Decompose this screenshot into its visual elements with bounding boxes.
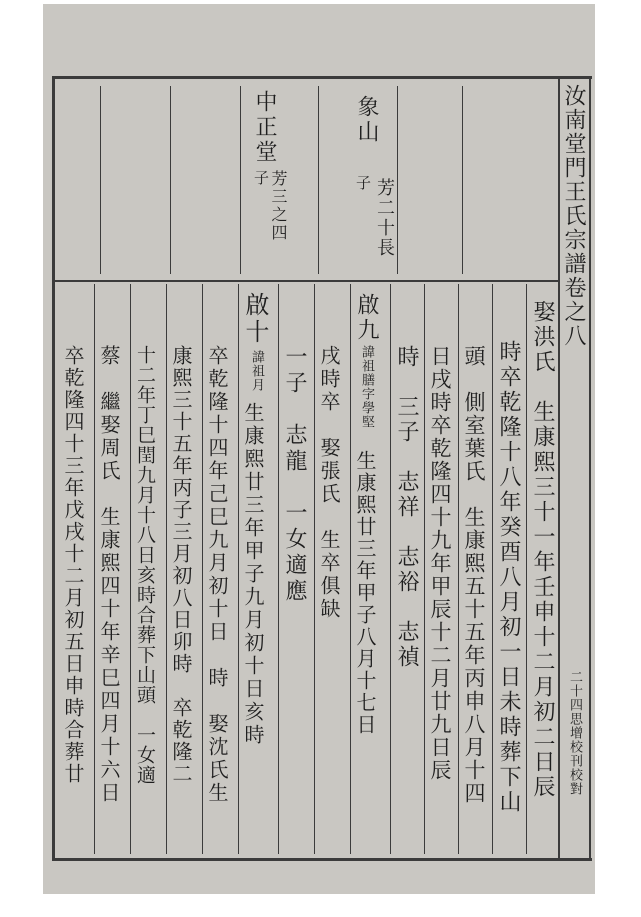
entry-col-1: 娶洪氏 生康熙三十一年壬申十二月初二日辰 — [530, 300, 555, 800]
entry-col-4: 日戌時卒乾隆四十九年甲辰十二月廿九日辰 — [428, 345, 452, 782]
entry-col-2: 時卒乾隆十八年癸酉八月初一日未時葬下山 — [496, 340, 521, 815]
bottom-divider-6 — [350, 284, 351, 854]
entry-col-13: 蔡 繼娶周氏 生康熙四十年辛巳四月十六日 — [97, 345, 121, 805]
bottom-divider-12 — [130, 284, 131, 854]
gen-seq-1: 芳三之四 — [269, 170, 288, 242]
gen-seq-2: 芳二十長 — [374, 178, 395, 258]
frame-bottom-border — [52, 858, 592, 861]
gen-name-2: 象山 — [354, 95, 379, 145]
entry-col-3: 頭 側室葉氏 生康熙五十五年丙申八月十四 — [462, 345, 486, 805]
top-divider-3 — [318, 86, 319, 274]
entry-col-9: 生康熙廿三年甲子九月初十日亥時 — [241, 402, 265, 747]
bottom-divider-3 — [458, 284, 459, 854]
top-divider-4 — [240, 86, 241, 274]
entry-col-6: 生康熙廿三年甲子八月十七日 — [353, 450, 377, 736]
entry-col-14: 卒乾隆四十三年戊戌十二月初五日申時合葬廿 — [61, 345, 85, 785]
top-divider-1 — [462, 86, 463, 274]
bottom-divider-10 — [202, 284, 203, 854]
entry-col-10: 卒乾隆十四年己巳九月初十日 時 娶沈氏生 — [205, 345, 229, 805]
top-divider-6 — [100, 86, 101, 274]
entry-9-name: 啟十 — [241, 292, 269, 346]
bottom-divider-13 — [94, 284, 95, 854]
title-column-divider — [558, 76, 560, 861]
gen-name-1: 中正堂 — [252, 90, 277, 165]
entry-col-12: 十二年丁巳閏九月十八日亥時合葬下山頭 一女適 — [134, 345, 156, 785]
frame-top-border — [52, 76, 592, 79]
entry-6-name: 啟九 — [354, 293, 379, 343]
entry-9-note: 諱祖月 — [249, 350, 264, 392]
entry-6-note: 諱祖膳字學堅 — [359, 345, 374, 429]
gen-note-2: 子 — [354, 175, 372, 192]
bottom-divider-9 — [238, 284, 239, 854]
bottom-divider-8 — [278, 284, 279, 854]
section-divider — [52, 280, 560, 282]
gen-note-1: 子 — [252, 170, 270, 187]
bottom-divider-5 — [390, 284, 391, 854]
top-divider-5 — [170, 86, 171, 274]
entry-col-7: 戌時卒 娶張氏 生卒俱缺 — [317, 345, 341, 621]
book-title: 汝南堂門王氏宗譜卷之八 — [561, 84, 586, 348]
entry-col-5: 時 三子 志祥 志裕 志禎 — [394, 345, 419, 670]
bottom-divider-11 — [166, 284, 167, 854]
entry-col-11: 康熙三十五年丙子三月初八日卯時 卒乾隆二 — [169, 345, 193, 785]
bottom-divider-7 — [314, 284, 315, 854]
top-divider-2 — [397, 86, 398, 274]
frame-left-border — [52, 76, 55, 861]
entry-col-8: 一子 志龍 一女適應 — [282, 345, 307, 605]
bottom-divider-4 — [424, 284, 425, 854]
bottom-divider-2 — [492, 284, 493, 854]
frame-right-border — [589, 76, 591, 861]
bottom-divider-1 — [526, 284, 527, 854]
editor-note: 二十四思增校刊校對 — [567, 670, 582, 796]
